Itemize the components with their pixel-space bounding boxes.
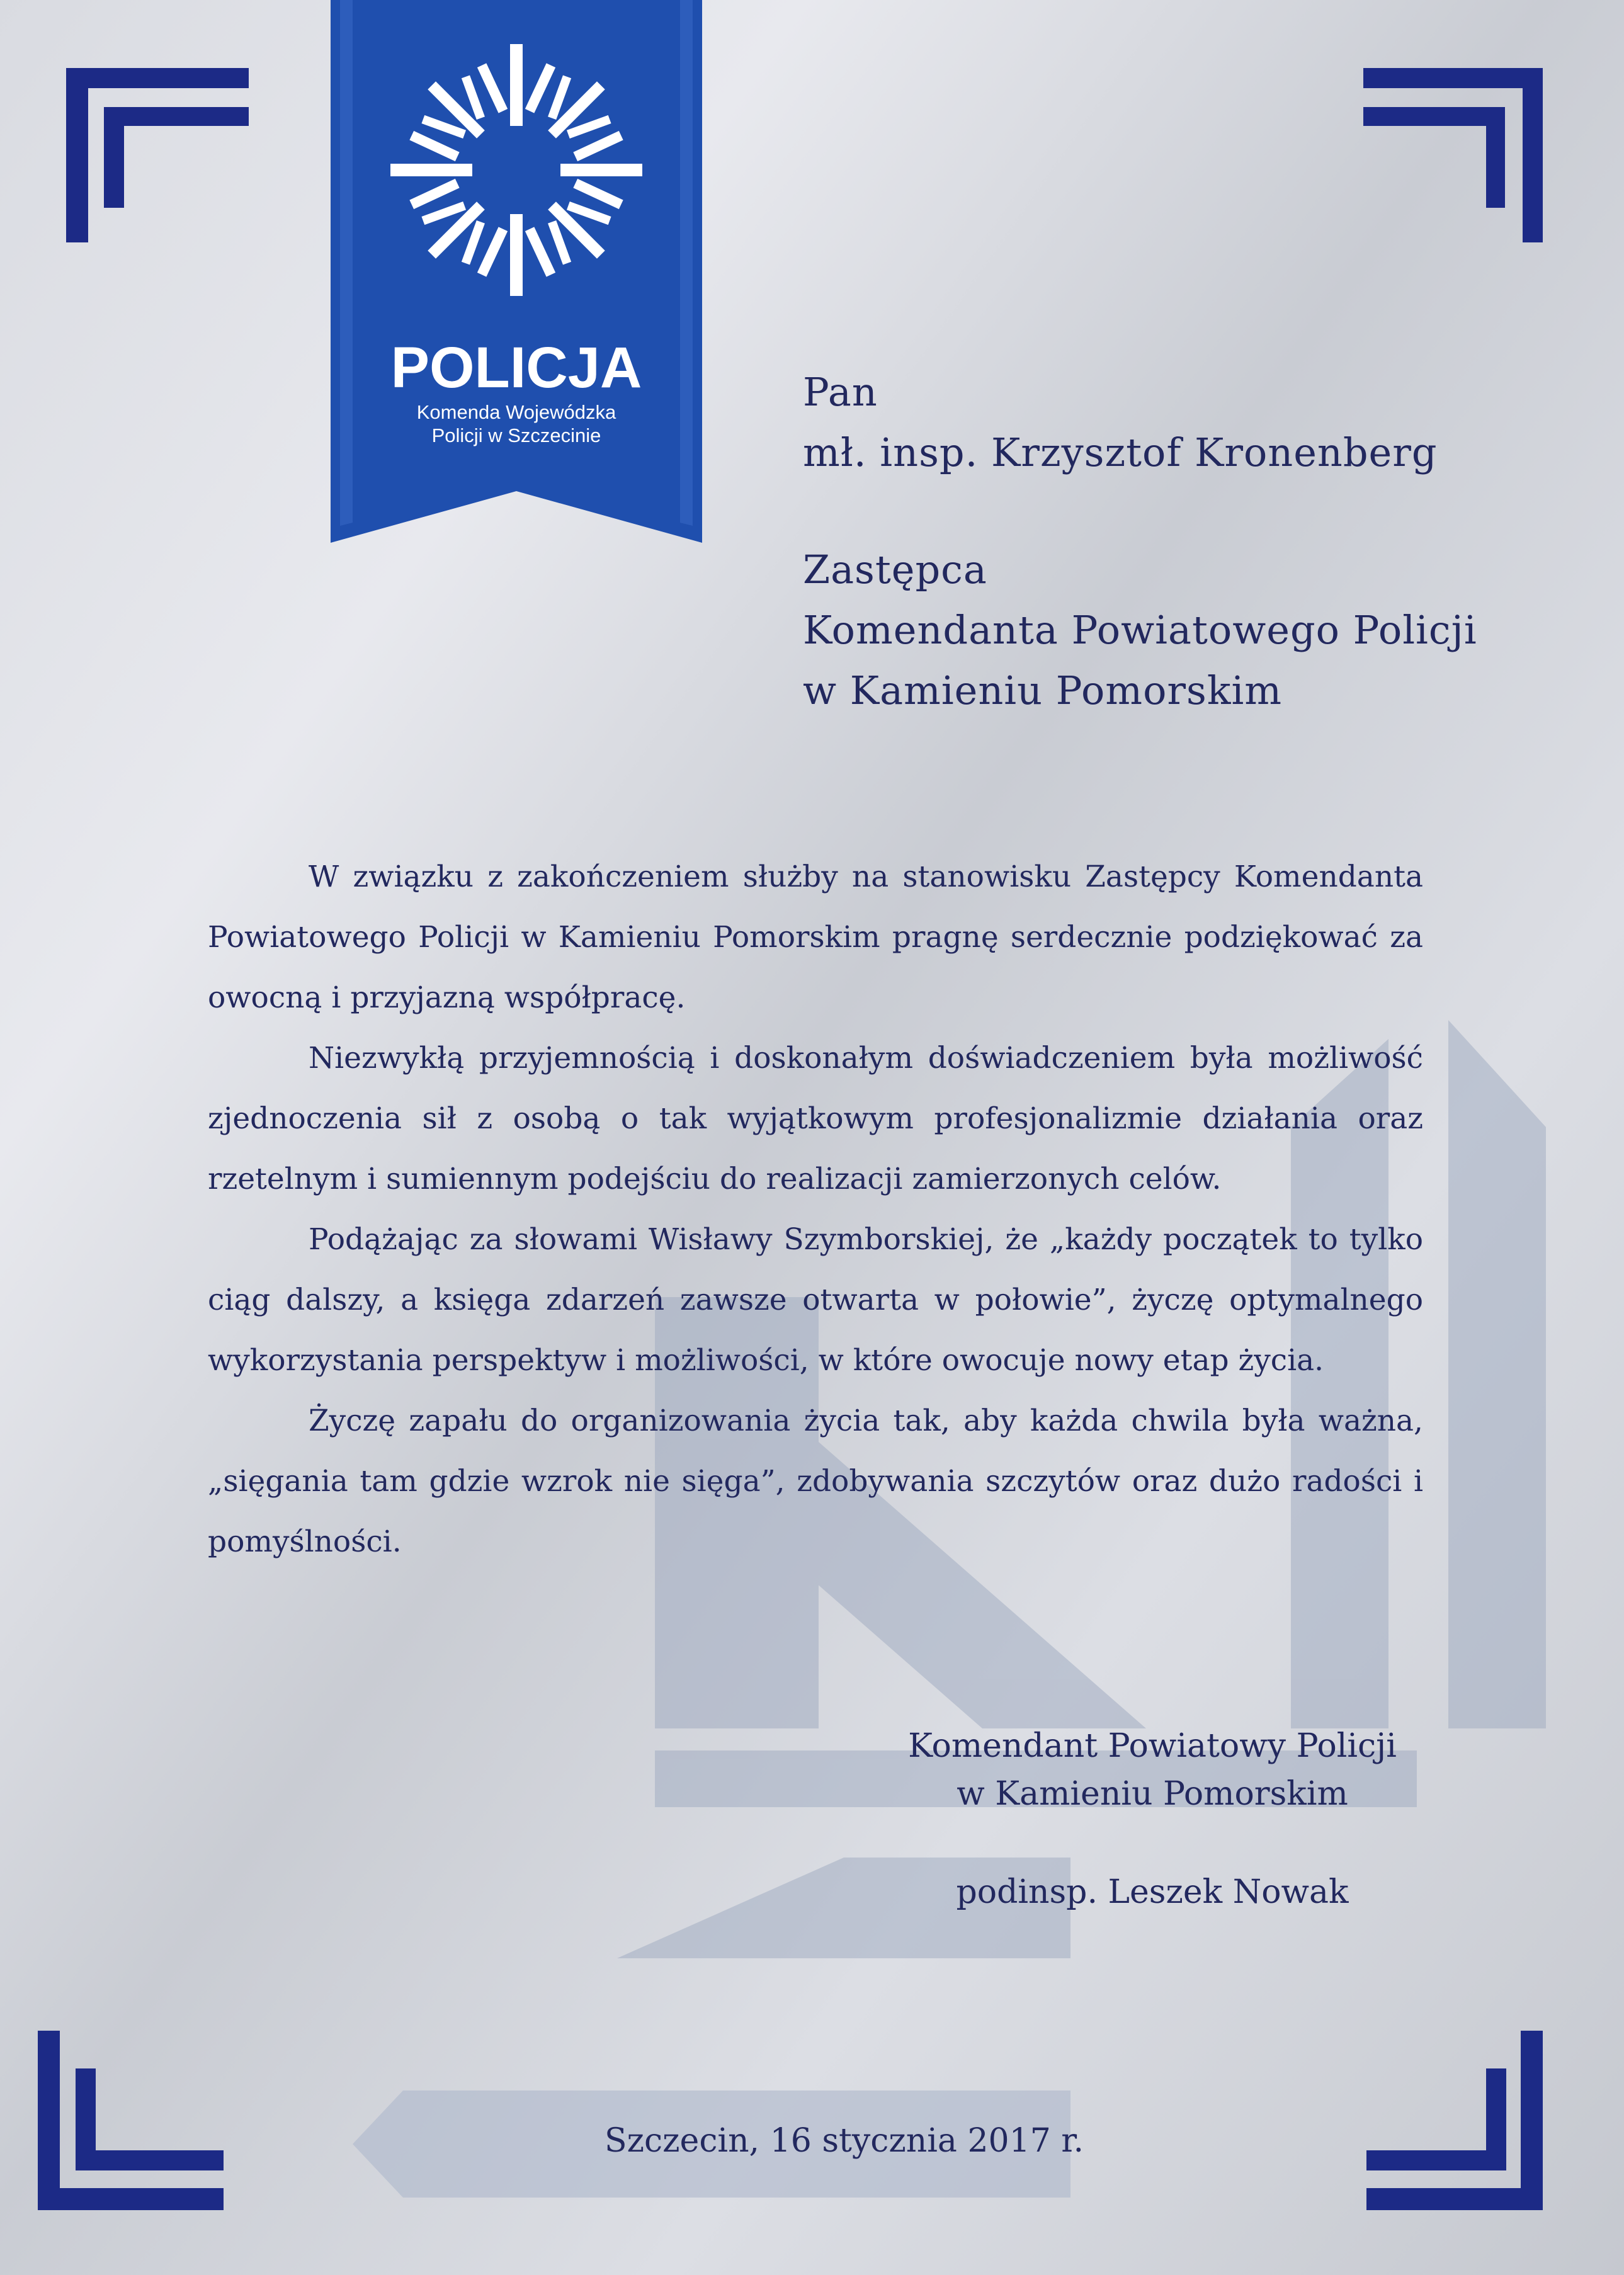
addressee-block [803, 362, 1477, 721]
date-place: Szczecin, 16 stycznia 2017 r. [605, 2122, 1084, 2160]
paragraph: Życzę zapału do organizowania życia tak, aby każda chwila była ważna, „sięgania tam gdzie wzrok nie sięga”, zdobywania szczytów oraz dużo radości i pomyślności. [208, 1404, 1423, 1559]
corner-ornament-bottom-right [1366, 2031, 1543, 2210]
signature-title-line2: w Kamieniu Pomorskim [957, 1775, 1348, 1813]
addressee-position-line1: Zastępca [803, 547, 987, 593]
logo-banner [331, 0, 702, 543]
logo-title: POLICJA [390, 336, 642, 400]
paragraph: Podążając za słowami Wisławy Szymborskiej, że „każdy początek to tylko ciąg dalszy, a księga zdarzeń zawsze otwarta w połowie”, życzę optymalnego wykorzystania perspektyw i możliwości, w które owocuje nowy etap życia. [208, 1222, 1423, 1378]
corner-ornament-top-right [1363, 68, 1543, 242]
addressee-position-line3: w Kamieniu Pomorskim [803, 667, 1283, 713]
addressee-name: mł. insp. Krzysztof Kronenberg [803, 429, 1438, 475]
letter-body [208, 847, 1423, 1572]
corner-ornament-top-left [66, 68, 249, 242]
logo-subtitle-line2: Policji w Szczecinie [431, 424, 601, 446]
police-logo [331, 0, 702, 543]
paragraph: Niezwykłą przyjemnością i doskonałym doświadczeniem była możliwość zjednoczenia sił z osobą o tak wyjątkowym profesjonalizmie działania oraz rzetelnym i sumiennym podejściu do realizacji zamierzonych celów. [208, 1041, 1423, 1196]
paragraph: W związku z zakończeniem służby na stanowisku Zastępcy Komendanta Powiatowego Policji w Kamieniu Pomorskim pragnę serdecznie podziękować za owocną i przyjazną współpracę. [208, 860, 1423, 1015]
addressee-salutation: Pan [803, 369, 878, 415]
signature-name: podinsp. Leszek Nowak [956, 1873, 1349, 1911]
signature-title-line1: Komendant Powiatowy Policji [908, 1727, 1397, 1765]
corner-ornament-bottom-left [38, 2031, 224, 2210]
signature-block [869, 1722, 1436, 1916]
logo-subtitle-line1: Komenda Wojewódzka [416, 401, 616, 423]
addressee-position-line2: Komendanta Powiatowego Policji [803, 607, 1477, 653]
